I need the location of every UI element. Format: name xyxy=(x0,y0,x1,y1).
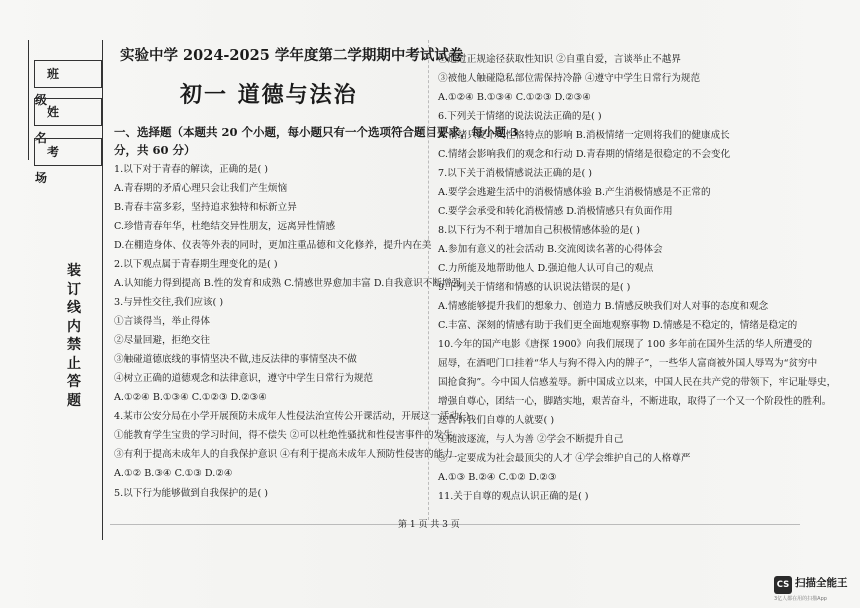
question-text: 8.以下行为不利于增加自己积极情感体验的是( ) xyxy=(438,225,640,236)
option-text: ③被他人触碰隐私部位需保持冷静 ④遵守中学生日常行为规范 xyxy=(438,73,701,84)
option-text: A.①②④ B.①③④ C.①②③ D.②③④ xyxy=(114,392,267,403)
question-text: 10.今年的国产电影《唐探 1900》向我们展现了 100 多年前在国外生活的华人所遭受的 xyxy=(438,339,813,350)
scanner-app-name: 扫描全能王 xyxy=(795,577,848,589)
question-text: 5.以下行为能够做到自我保护的是( ) xyxy=(114,488,269,499)
option-text: ①能教育学生宝贵的学习时间，得不偿失 ②可以杜绝性骚扰和性侵害事件的发生 xyxy=(114,430,453,441)
question-text: 屈辱，在酒吧门口挂着“华人与狗不得入内的牌子”，一些华人富商被外国人辱骂为“贫穷中 xyxy=(438,358,818,369)
binding-char: 装 xyxy=(67,263,81,279)
option-text: C.丰富、深刻的情感有助于我们更全面地观察事物 D.情感是不稳定的，情绪是稳定的 xyxy=(438,320,798,331)
scanner-watermark xyxy=(774,574,856,604)
question-text: 1.以下对于青春的解读，正确的是( ) xyxy=(114,164,269,175)
section-heading-cont: 分，共 60 分） xyxy=(114,143,196,157)
option-text: B.青春丰富多彩，坚持追求独特和标新立异 xyxy=(114,202,297,213)
class-field: 班 级 xyxy=(34,60,102,88)
question-text: 增强自尊心，团结一心，脚踏实地，艰苦奋斗，不断进取，取得了一个又一个阶段性的胜利。 xyxy=(438,396,832,407)
scanner-logo-icon: CS xyxy=(774,576,792,594)
option-text: C.要学会承受和转化消极情感 D.消极情感只有负面作用 xyxy=(438,206,673,217)
option-text: ③触碰道德底线的事情坚决不做,违反法律的事情坚决不做 xyxy=(114,354,357,365)
binding-notice xyxy=(66,262,82,410)
option-text: ①言谈得当，举止得体 xyxy=(114,316,210,327)
option-text: A.①② B.③④ C.①③ D.②④ xyxy=(114,468,233,479)
question-text: 这告诉我们自尊的人就要( ) xyxy=(438,415,555,426)
question-text: 3.与异性交往,我们应该( ) xyxy=(114,297,224,308)
option-text: ③有利于提高未成年人的自我保护意识 ④有利于提高未成年人预防性侵害的能力 xyxy=(114,449,453,460)
option-text: A.认知能力得到提高 B.性的发育和成熟 C.情感世界愈加丰富 D.自我意识不断增强 xyxy=(114,278,462,289)
option-text: ④树立正确的道德观念和法律意识，遵守中学生日常行为规范 xyxy=(114,373,374,384)
option-text: A.情感能够提升我们的想象力、创造力 B.情感反映我们对人对事的态度和观念 xyxy=(438,301,769,312)
column-divider xyxy=(428,40,429,520)
exam-subject: 初一 道德与法治 xyxy=(180,82,358,108)
binding-char: 题 xyxy=(67,392,81,409)
binding-line-outer xyxy=(28,40,29,160)
binding-char: 答 xyxy=(67,374,81,390)
binding-char: 内 xyxy=(67,318,81,335)
question-text: 9.下列关于情绪和情感的认识说法错误的是( ) xyxy=(438,282,631,293)
question-text: 2.以下观点属于青春期生理变化的是( ) xyxy=(114,259,278,270)
binding-line xyxy=(102,40,103,540)
question-text: 7.以下关于消极情感说法正确的是( ) xyxy=(438,168,593,179)
question-text: 11.关于自尊的观点认识正确的是( ) xyxy=(438,491,589,502)
option-text: A.①②④ B.①③④ C.①②③ D.②③④ xyxy=(438,92,591,103)
option-text: ②尽量回避，拒绝交往 xyxy=(114,335,210,346)
option-text: ①通过正规途径获取性知识 ②自重自爱，言谈举止不越界 xyxy=(438,54,681,65)
page-number: 第 1 页 共 3 页 xyxy=(398,520,460,530)
option-text: C.情绪会影响我们的观念和行动 D.青春期的情绪是很稳定的不会变化 xyxy=(438,149,731,160)
binding-char: 止 xyxy=(67,355,81,372)
question-text: 4.某市公安分局在小学开展预防未成年人性侵法治宣传公开课活动，开展这一活动( ) xyxy=(114,411,470,422)
option-text: ③一定要成为社会最顶尖的人才 ④学会维护自己的人格尊严 xyxy=(438,453,691,464)
option-text: A.①③ B.②④ C.①② D.②③ xyxy=(438,472,557,483)
binding-char: 禁 xyxy=(67,337,81,353)
option-text: C.珍惜青春年华，杜绝结交异性朋友，远离异性情感 xyxy=(114,221,336,232)
option-text: ①随波逐流，与人为善 ②学会不断提升自己 xyxy=(438,434,624,445)
binding-char: 订 xyxy=(67,281,81,298)
question-text: 国抢食狗”。今中国人信感羞辱。新中国成立以来，中国人民在共产党的带领下，牢记耻辱史， xyxy=(438,377,837,388)
exam-title: 实验中学 2024-2025 学年度第二学期期中考试试卷 xyxy=(120,47,464,64)
option-text: D.在棚造身体、仪表等外表的同时，更加注重品德和文化修养，提升内在美 xyxy=(114,240,432,251)
option-text: A.情绪只受个人性格特点的影响 B.消极情绪一定则将我们的健康成长 xyxy=(438,130,730,141)
option-text: A.参加有意义的社会活动 B.交流阅读名著的心得体会 xyxy=(438,244,663,255)
section-heading: 一、选择题（本题共 20 个小题，每小题只有一个选项符合题目要求，每小题 3 xyxy=(114,125,519,139)
question-text: 6.下列关于情绪的说法说法正确的是( ) xyxy=(438,111,602,122)
option-text: A.要学会逃避生活中的消极情感体验 B.产生消极情感是不正常的 xyxy=(438,187,711,198)
scanner-tagline: 3亿人都在用的扫描App xyxy=(774,596,827,602)
option-text: C.力所能及地帮助他人 D.强迫他人认可自己的观点 xyxy=(438,263,654,274)
binding-char: 线 xyxy=(67,300,81,316)
name-field: 姓 名 xyxy=(34,98,102,126)
option-text: A.青春期的矛盾心理只会让我们产生烦恼 xyxy=(114,183,288,194)
room-field: 考 场 xyxy=(34,138,102,166)
